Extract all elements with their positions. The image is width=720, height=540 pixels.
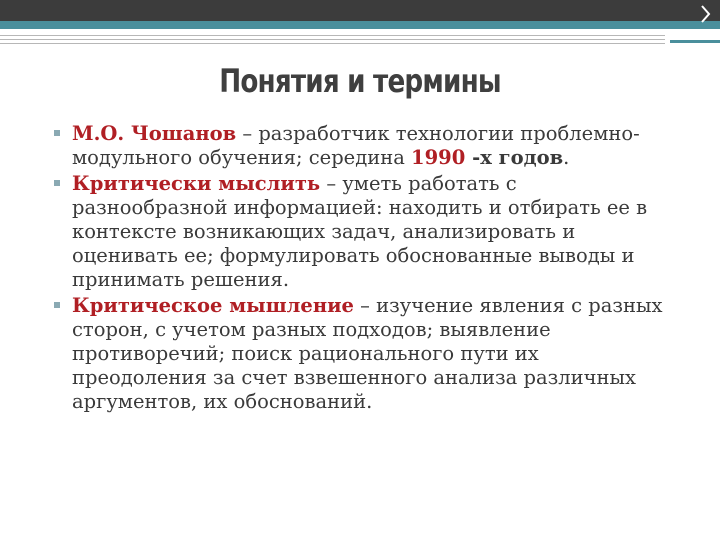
decorative-rule	[0, 39, 665, 40]
decorative-rule	[0, 43, 665, 44]
term-name: Критически мыслить	[72, 172, 321, 195]
list-item	[52, 122, 677, 170]
header-accent-line	[0, 21, 720, 29]
term-definition: – разработчик технологии проблемно-модульного обучения; середина	[72, 122, 640, 169]
square-bullet-icon	[54, 130, 60, 136]
decorative-rule	[0, 35, 665, 36]
term-definition: – уметь работать с разнообразной информацией: находить и отбирать ее в контексте возникающих задач, анализировать и оценивать ее; формулировать обоснованные выводы и принимать решения.	[72, 172, 648, 291]
square-bullet-icon	[54, 302, 60, 308]
term-definition: – изучение явления с разных сторон, с учетом разных подходов; выявление противоречий; поиск рационального пути их преодоления за счет взвешенного анализа различных аргументов, их обоснований.	[72, 294, 663, 413]
year-suffix: -х годов	[465, 146, 564, 169]
term-list	[52, 122, 677, 416]
term-name: Критическое мышление	[72, 294, 354, 317]
header-band	[0, 0, 720, 21]
sentence-end: .	[563, 146, 570, 169]
year-highlight: 1990	[411, 146, 466, 169]
corner-chevron-icon	[688, 0, 720, 29]
list-item	[52, 172, 677, 292]
term-name: М.О. Чошанов	[72, 122, 237, 145]
decorative-accent-tick	[670, 40, 720, 43]
list-item	[52, 294, 677, 414]
slide-title: Понятия и термины	[219, 62, 501, 100]
square-bullet-icon	[54, 180, 60, 186]
